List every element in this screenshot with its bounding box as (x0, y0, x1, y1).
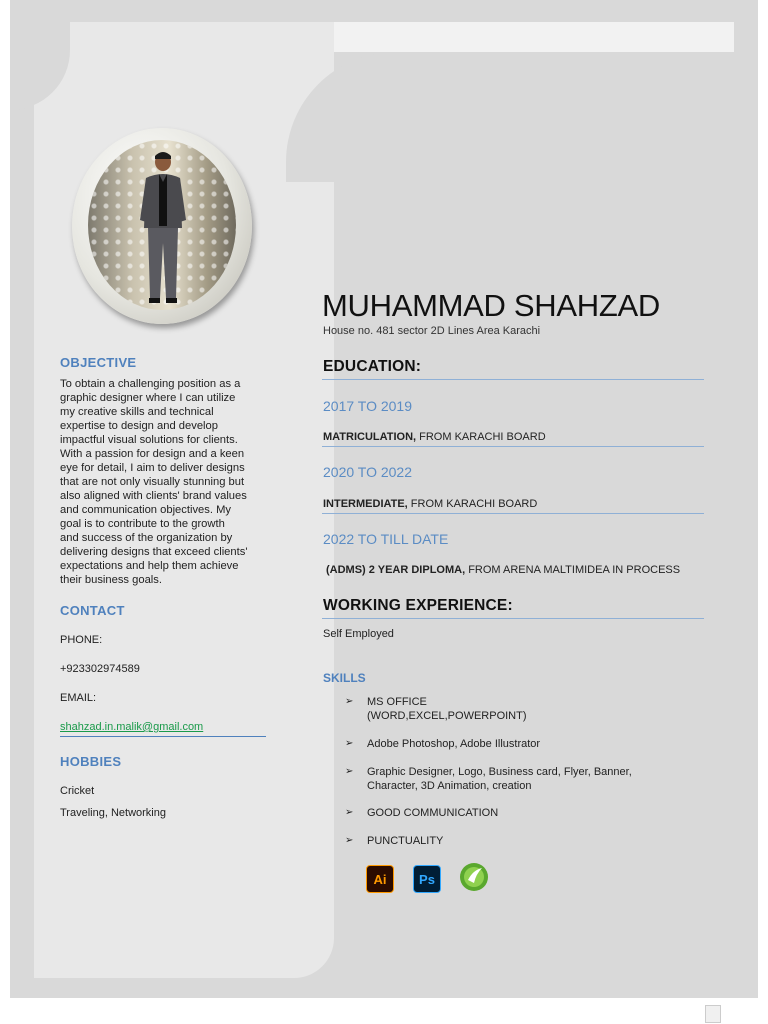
objective-line: graphic designer where I can utilize (60, 392, 236, 404)
arrow-bullet-icon: ➢ (345, 835, 354, 846)
skill-text: Character, 3D Animation, creation (367, 780, 532, 792)
objective-line: goal is to contribute to the growth (60, 518, 225, 530)
skill-text: PUNCTUALITY (367, 835, 444, 847)
email-label: EMAIL: (60, 692, 97, 704)
skill-text: MS OFFICE (367, 696, 427, 708)
objective-line: expertise to design and develop (60, 420, 218, 432)
experience-rule (322, 618, 704, 619)
objective-line: With a passion for design and a keen (60, 448, 245, 460)
education-years: 2017 TO 2019 (323, 398, 413, 414)
education-years: 2022 TO TILL DATE (323, 531, 449, 547)
experience-heading: WORKING EXPERIENCE: (323, 597, 513, 614)
education-degree: INTERMEDIATE, (323, 498, 408, 510)
arrow-bullet-icon: ➢ (345, 738, 354, 749)
objective-line: impactful visual solutions for clients. (60, 434, 238, 446)
hobbies-heading: HOBBIES (60, 754, 122, 769)
photoshop-icon: Ps (413, 865, 441, 893)
education-entry (323, 498, 537, 510)
objective-line: To obtain a challenging position as a (60, 378, 241, 390)
coreldraw-icon (459, 862, 489, 892)
hobby-item: Traveling, Networking (60, 807, 166, 819)
education-heading: EDUCATION: (323, 358, 422, 375)
skill-text: Adobe Photoshop, Adobe Illustrator (367, 738, 541, 750)
phone-value: +923302974589 (60, 663, 140, 675)
objective-line: that are not only visually stunning but (60, 476, 245, 488)
objective-line: eye for detail, I aim to deliver designs (60, 462, 245, 474)
skill-text: Graphic Designer, Logo, Business card, Flyer, Banner, (367, 766, 632, 778)
objective-line: and communication objectives. My (60, 504, 231, 516)
education-entry (326, 564, 680, 576)
education-entry (323, 431, 546, 443)
education-detail: FROM KARACHI BOARD (407, 498, 538, 510)
education-rule (322, 446, 704, 447)
education-degree: MATRICULATION, (323, 431, 417, 443)
arrow-bullet-icon: ➢ (345, 807, 354, 818)
skills-heading: SKILLS (323, 671, 366, 685)
illustrator-icon: Ai (366, 865, 394, 893)
skill-text: (WORD,EXCEL,POWERPOINT) (367, 710, 527, 722)
contact-divider (60, 736, 266, 737)
objective-heading: OBJECTIVE (60, 355, 137, 370)
arrow-bullet-icon: ➢ (345, 696, 354, 707)
education-detail: FROM ARENA MALTIMIDEA IN PROCESS (465, 564, 681, 576)
person-figure (138, 148, 188, 308)
objective-line: also aligned with clients' brand values (60, 490, 247, 502)
contact-heading: CONTACT (60, 603, 125, 618)
objective-line: their business goals. (60, 574, 162, 586)
hobby-item: Cricket (60, 785, 95, 797)
education-years: 2020 TO 2022 (323, 464, 413, 480)
candidate-name: MUHAMMAD SHAHZAD (322, 288, 660, 323)
experience-text: Self Employed (323, 628, 394, 640)
education-rule (322, 379, 704, 380)
candidate-address: House no. 481 sector 2D Lines Area Karachi (323, 325, 541, 337)
education-rule (322, 513, 704, 514)
email-link[interactable]: shahzad.in.malik@gmail.com (60, 721, 204, 733)
objective-paragraph (60, 377, 270, 587)
education-degree: (ADMS) 2 YEAR DIPLOMA, (326, 564, 466, 576)
phone-label: PHONE: (60, 634, 103, 646)
skill-text: GOOD COMMUNICATION (367, 807, 499, 819)
footer-logo (705, 1005, 721, 1023)
arrow-bullet-icon: ➢ (345, 766, 354, 777)
objective-line: expectations and help them achieve (60, 560, 239, 572)
education-detail: FROM KARACHI BOARD (416, 431, 546, 443)
profile-photo (88, 140, 236, 310)
top-band (300, 22, 734, 52)
objective-line: delivering designs that exceed clients' (60, 546, 248, 558)
objective-line: my creative skills and technical (60, 406, 214, 418)
objective-line: and success of the organization by (60, 532, 233, 544)
